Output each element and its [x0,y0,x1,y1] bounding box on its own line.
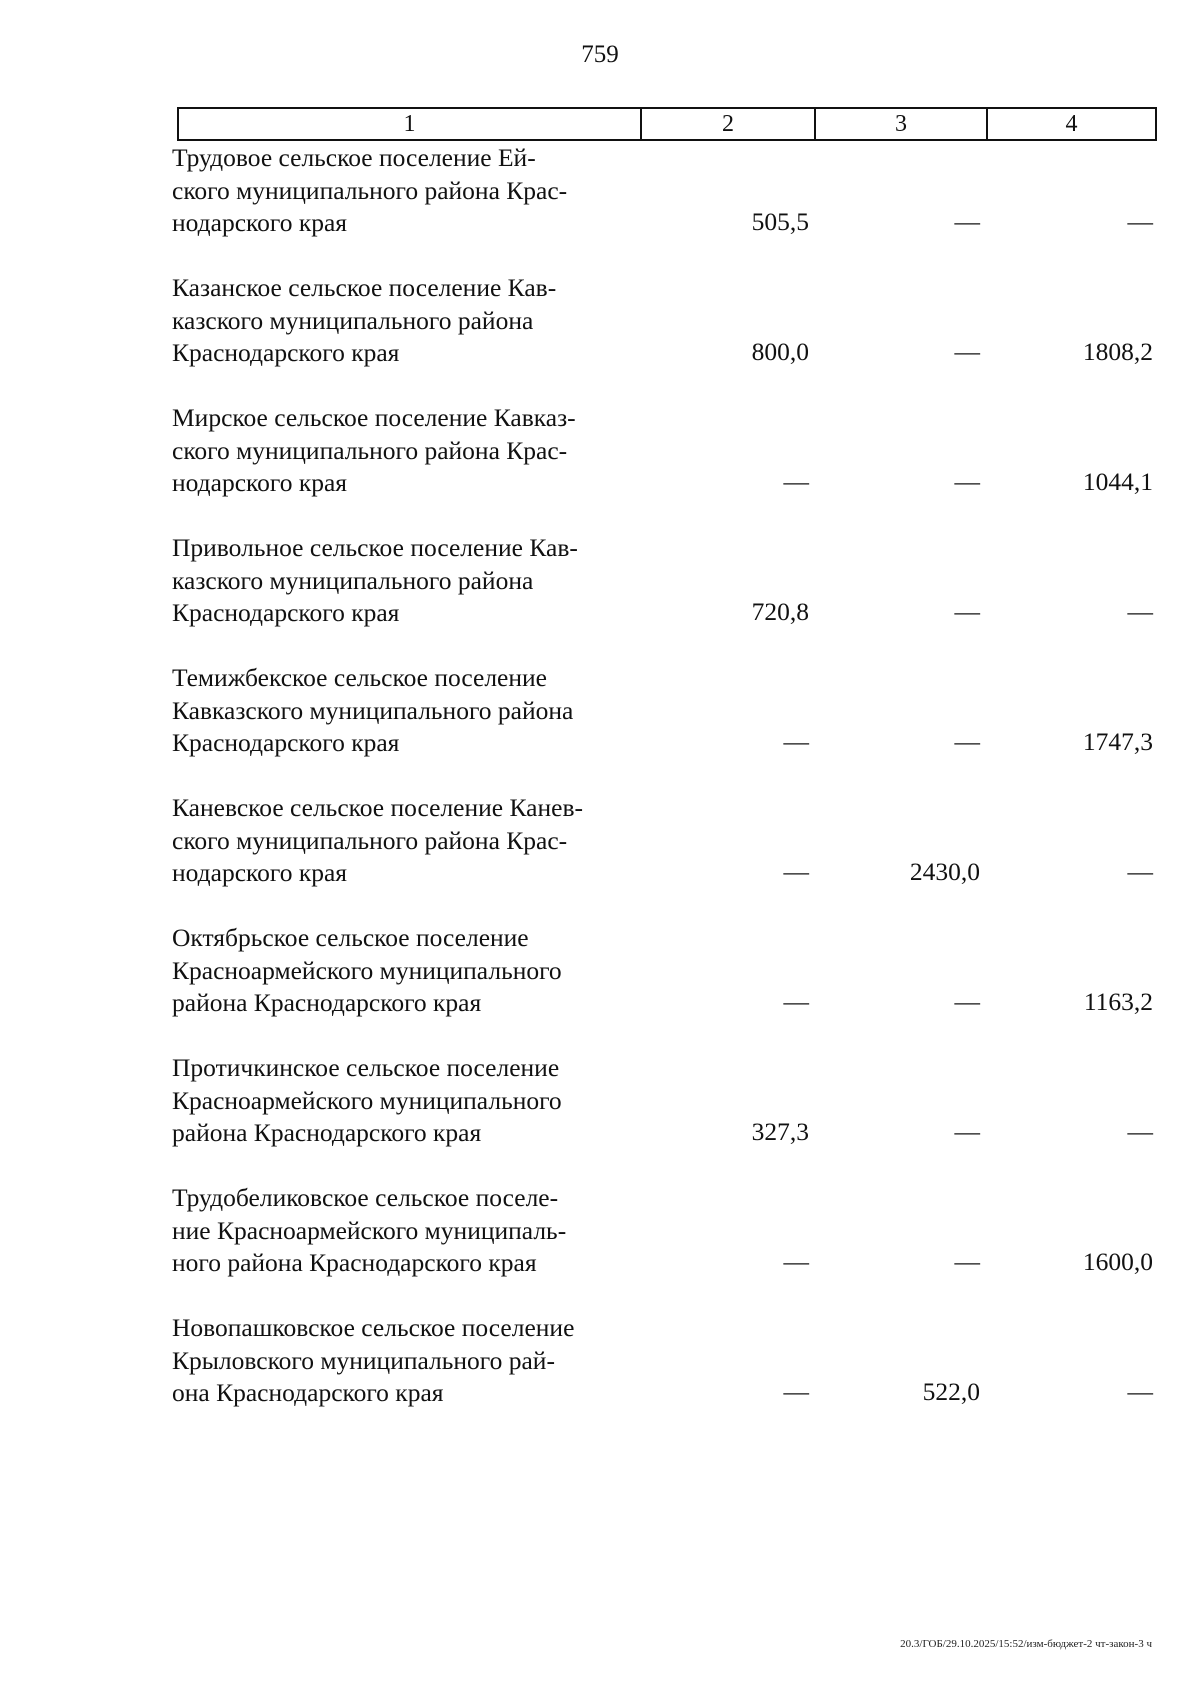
value-col-4: 1600,0 [1082,1247,1153,1276]
table-row [0,1182,1200,1282]
value-col-3: — [954,727,980,756]
value-col-3: 2430,0 [909,857,980,886]
value-col-2: — [783,467,809,496]
value-col-2: — [783,857,809,886]
value-col-3: — [954,467,980,496]
value-col-3: — [954,597,980,626]
settlement-name: Трудовое сельское поселение Ей- ского муниципального района Крас- нодарского края [172,143,568,237]
table-row [0,1312,1200,1412]
value-col-4: — [1127,1117,1153,1146]
header-cell-3: 3 [816,109,988,139]
value-col-2: 505,5 [751,207,809,236]
settlement-name: Протичкинское сельское поселение Красноармейского муниципального района Краснодарского края [172,1053,562,1147]
value-col-3: — [954,1247,980,1276]
settlement-name: Новопашковское сельское поселение Крыловского муниципального рай- она Краснодарского края [172,1313,575,1407]
settlement-name: Октябрьское сельское поселение Красноармейского муниципального района Краснодарского края [172,923,562,1017]
value-col-3: — [954,987,980,1016]
value-col-4: — [1127,857,1153,886]
value-col-4: 1808,2 [1082,337,1153,366]
settlement-name: Каневское сельское поселение Канев- ского муниципального района Крас- нодарского края [172,793,583,887]
table-row [0,402,1200,502]
value-col-3: — [954,207,980,236]
value-col-4: — [1127,597,1153,626]
header-cell-1: 1 [179,109,642,139]
value-col-2: — [783,727,809,756]
header-cell-4: 4 [1065,111,1078,137]
value-col-2: — [783,1377,809,1406]
settlement-name: Привольное сельское поселение Кав- казского муниципального района Краснодарского края [172,533,578,627]
value-col-2: — [783,987,809,1016]
settlement-name: Казанское сельское поселение Кав- казского муниципального района Краснодарского края [172,273,557,367]
value-col-3: — [954,1117,980,1146]
table-row [0,142,1200,242]
settlement-name: Мирское сельское поселение Кавказ- ского муниципального района Крас- нодарского края [172,403,576,497]
value-col-4: 1044,1 [1082,467,1153,496]
table-row [0,792,1200,892]
value-col-4: 1747,3 [1082,727,1153,756]
table-row [0,1052,1200,1152]
table-row [0,922,1200,1022]
table-row [0,532,1200,632]
document-code-footer: 20.3/ГОБ/29.10.2025/15:52/изм-бюджет-2 чт-закон-3 ч [900,1638,1152,1650]
page-number: 759 [581,41,619,68]
value-col-2: 720,8 [751,597,809,626]
value-col-4: — [1127,1377,1153,1406]
value-col-4: — [1127,207,1153,236]
value-col-2: — [783,1247,809,1276]
settlement-name: Темижбекское сельское поселение Кавказского муниципального района Краснодарского края [172,663,574,757]
settlement-name: Трудобеликовское сельское поселе- ние Красноармейского муниципаль- ного района Краснодарского края [172,1183,567,1277]
value-col-3: 522,0 [922,1377,980,1406]
value-col-3: — [954,337,980,366]
table-row [0,662,1200,762]
header-cell-2: 2 [642,109,816,139]
value-col-2: 800,0 [751,337,809,366]
value-col-2: 327,3 [751,1117,809,1146]
value-col-4: 1163,2 [1083,987,1153,1016]
table-row [0,272,1200,372]
